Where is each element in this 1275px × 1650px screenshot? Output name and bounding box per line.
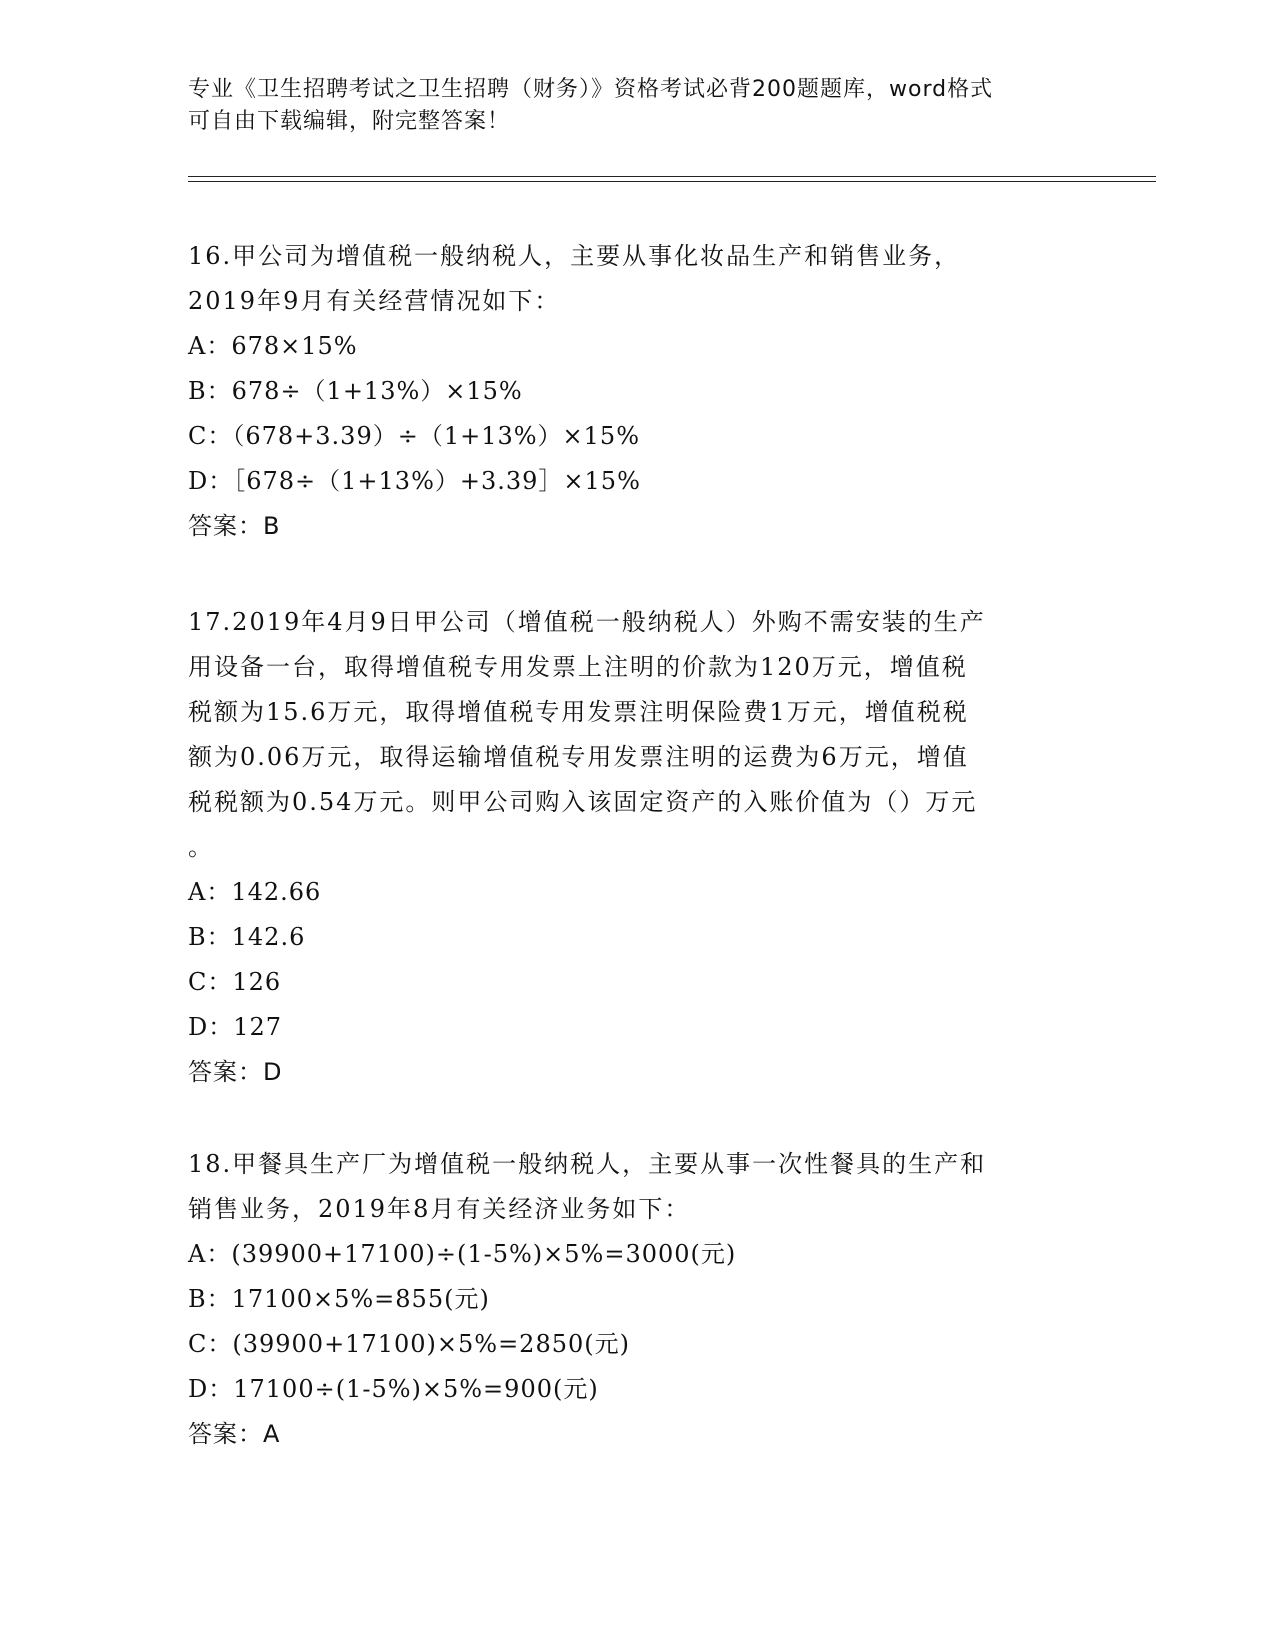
question-line: 17.2019年4月9日甲公司（增值税一般纳税人）外购不需安装的生产 [188,608,986,636]
option-a: A：(39900+17100)÷(1-5%)×5%=3000(元) [188,1240,737,1268]
option-d: D：17100÷(1-5%)×5%=900(元) [188,1375,599,1403]
question-line: 用设备一台，取得增值税专用发票上注明的价款为120万元，增值税 [188,653,968,681]
answer: 答案：A [188,1420,281,1448]
option-d: D：［678÷（1+13%）+3.39］×15% [188,467,641,495]
question-line: 额为0.06万元，取得运输增值税专用发票注明的运费为6万元，增值 [188,743,969,771]
question-line: 。 [188,833,214,861]
question-17 [188,600,1088,1095]
question-text [188,600,1088,870]
question-line: 税额为15.6万元，取得增值税专用发票注明保险费1万元，增值税税 [188,698,969,726]
document-header [188,74,1068,138]
option-d: D：127 [188,1013,283,1041]
question-18 [188,1142,1088,1457]
question-line: 16.甲公司为增值税一般纳税人，主要从事化妆品生产和销售业务， [188,242,961,270]
option-b: B：678÷（1+13%）×15% [188,377,523,405]
question-text [188,234,1088,324]
option-c: C：126 [188,968,282,996]
question-line: 销售业务，2019年8月有关经济业务如下： [188,1195,691,1223]
answer: 答案：D [188,1058,283,1086]
option-b: B：142.6 [188,923,306,951]
answer: 答案：B [188,512,281,540]
option-a: A：678×15% [188,332,358,360]
question-16 [188,234,1088,549]
header-divider-top [188,176,1156,177]
option-a: A：142.66 [188,878,322,906]
question-line: 税税额为0.54万元。则甲公司购入该固定资产的入账价值为（）万元 [188,788,978,816]
question-line: 18.甲餐具生产厂为增值税一般纳税人，主要从事一次性餐具的生产和 [188,1150,987,1178]
question-line: 2019年9月有关经营情况如下： [188,287,561,315]
question-text [188,1142,1088,1232]
option-b: B：17100×5%=855(元) [188,1285,490,1313]
header-line-2: 可自由下载编辑，附完整答案！ [188,109,511,134]
header-line-1: 专业《卫生招聘考试之卫生招聘（财务）》资格考试必背200题题库，word格式 [188,77,994,102]
option-c: C：(39900+17100)×5%=2850(元) [188,1330,630,1358]
header-divider-bottom [188,181,1156,182]
option-c: C：（678+3.39）÷（1+13%）×15% [188,422,641,450]
